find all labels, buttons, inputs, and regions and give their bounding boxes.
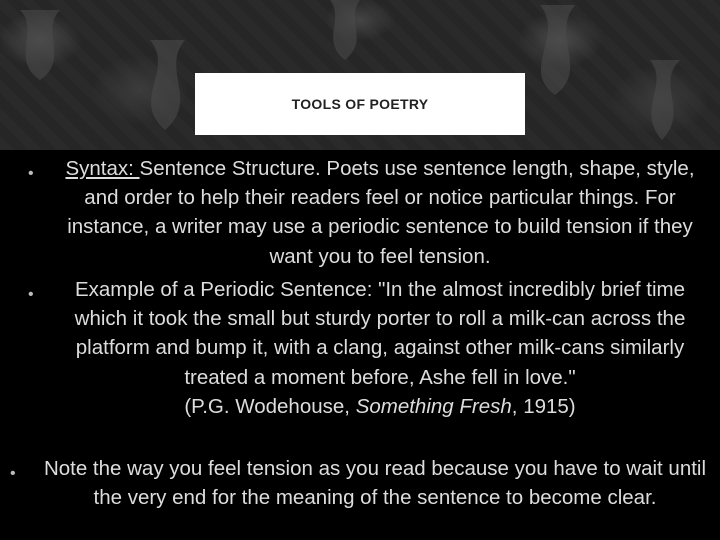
syntax-term: Syntax: <box>65 157 140 180</box>
bullet-example <box>60 275 700 421</box>
decorative-damask-banner <box>0 0 720 150</box>
example-citation <box>60 392 700 421</box>
title-box <box>195 73 525 135</box>
citation-title: Something Fresh <box>355 394 512 418</box>
note-text: Note the way you feel tension as you read because you have to wait until the very end for the meaning of the sentence to become clear. <box>43 457 707 510</box>
slide-title: TOOLS OF POETRY <box>291 96 429 112</box>
bullet-marker: • <box>28 286 34 303</box>
example-quote: Example of a Periodic Sentence: "In the almost incredibly brief time which it took the small but sturdy porter to roll a milk-can across the platform and bump it, with a clang, against other milk-cans similarly treated a moment before, Ashe fell in love." <box>74 278 686 389</box>
bullet-marker: • <box>10 465 16 482</box>
citation-author: (P.G. Wodehouse, <box>184 394 356 418</box>
syntax-description: Sentence Structure. Poets use sentence length, shape, style, and order to help their readers feel or notice particular things. For instance, a writer may use a periodic sentence to build tension if they want you to feel tension. <box>67 157 695 268</box>
citation-year: , 1915) <box>511 394 576 418</box>
bullet-marker: • <box>28 165 34 182</box>
bullet-note <box>40 454 710 512</box>
slide-content <box>0 150 720 540</box>
bullet-syntax <box>60 154 700 271</box>
